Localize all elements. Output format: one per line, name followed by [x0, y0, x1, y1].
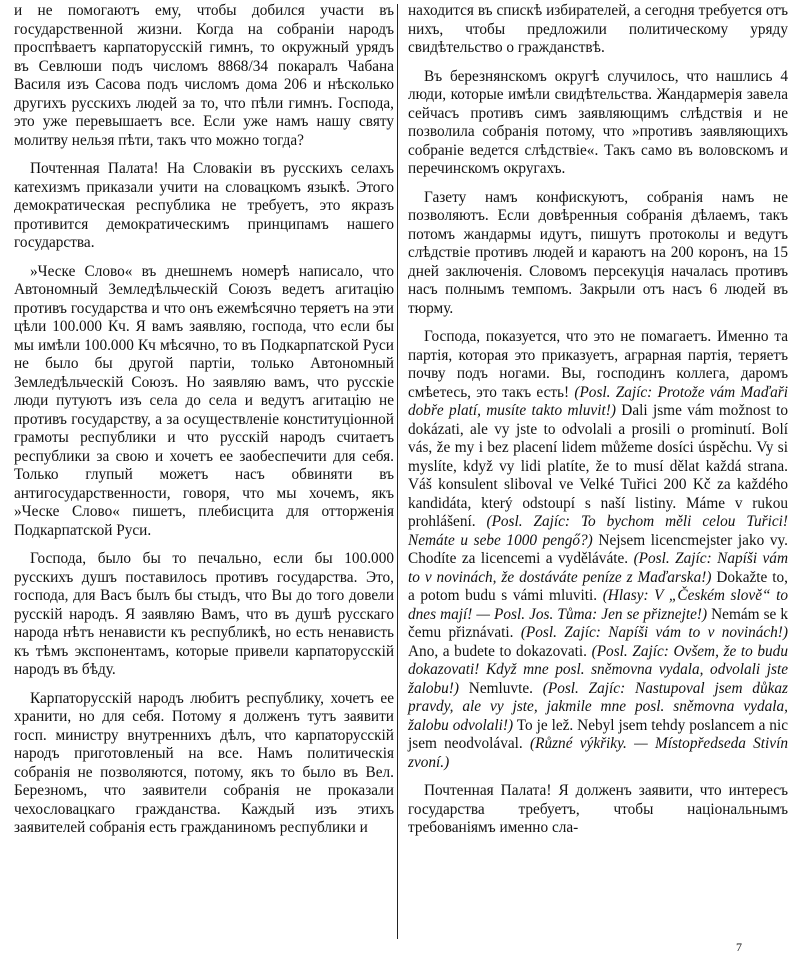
- left-column: [14, 2, 394, 848]
- interjection: (Posl. Zajíc: Napíši vám to v novinách!): [520, 624, 788, 641]
- speech-text: To je lež. Nebyl jsem tehdy poslancem a nic jsem neodvolával.: [408, 716, 788, 752]
- speech-text: Dokažte to, a potom budu s vámi mluviti.: [408, 568, 788, 604]
- paragraph: находится въ спискѣ избирателей, а сегодня требуется отъ нихъ, чтобы предложили политическому уряду свидѣтельство о гражданствѣ.: [408, 2, 788, 56]
- interjection: (Posl. Zajíc: Nastupoval jsem důkaz pravdy, ale vy jste, jakmile mne posl. sněmovna vydala, žalobu odvolali!): [408, 679, 788, 734]
- interjection: (Různé výkřiky. — Místopředseda Stivín zvoní.): [408, 735, 788, 771]
- paragraph: »Ческе Слово« въ днешнемъ номерѣ написало, что Автономный Земледѣльческій Союзъ ведетъ агитацію противъ государства и что онъ ежемѣсячно теряетъ на эти цѣли 100.000 Кч. Я вамъ заявляю, господа, что если бы мы имѣли 100.000 Кч мѣсячно, то въ Подкарпатской Руси не было бы другой партіи, только Автономный Земледѣльческій Союзъ. Но заявляю вамъ, что русскіе люди путуютъ изъ села до села и ведутъ агитацію не противъ государству, а за осуществленіе конституціонной грамоты республики и что русскій народъ считаетъ республики за свою и хочетъ ее заобеспечити для себя. Только глупый можетъ насъ обвиняти въ антигосударственности, говоря, что мы хочемъ, якъ »Ческе Слово« пишетъ, плебисцита для отторженія Подкарпатской Руси.: [14, 262, 394, 539]
- interjection: (Posl. Zajíc: Napíši vám to v novinách, že dostáváte peníze z Maďarska!): [408, 550, 788, 586]
- page-number: 7: [736, 940, 742, 954]
- paragraph: Газету намъ конфискуютъ, собранія намъ не позволяютъ. Если довѣренныя собранія дѣлаемъ, такъ потомъ жандармы идутъ, пишутъ протоколы и ведутъ слѣдствіе противъ людей и караютъ на 200 коронъ, на 15 дней заключенія. Словомъ персекуція началась противъ насъ полнымъ темпомъ. Закрыли отъ насъ 6 людей въ тюрму.: [408, 188, 788, 317]
- paragraph: Карпаторусскій народъ любитъ республику, хочетъ ее хранити, но для себя. Потому я долженъ тутъ заявити госп. министру внутреннихъ дѣлъ, что карпаторусскій народъ приготовленый на все. Намъ политическія собранія не позволяются, потому, якъ то было въ Вел. Березномъ, что заявители собранія не проказали чехословацкаго гражданства. Каждый изъ этихъ заявителей собранія есть гражданиномъ республики и: [14, 689, 394, 836]
- paragraph: Почтенная Палата! Я долженъ заявити, что интересъ государства требуетъ, чтобы національнымъ требованіямъ именно сла-: [408, 782, 788, 836]
- right-column: [408, 2, 788, 848]
- column-divider: [397, 4, 398, 939]
- interjection: (Posl. Zajíc: Ovšem, že to budu dokazovati! Když mne posl. sněmovna vydala, odvolali jste žalobu!): [408, 642, 788, 697]
- speech-text: Nemluvte.: [468, 679, 533, 697]
- speech-text: Nejsem licencmejster jako vy. Chodíte za licencemi a vyděláváte.: [408, 531, 788, 567]
- paragraph: Въ березнянскомъ округѣ случилось, что нашлись 4 люди, которые имѣли свидѣтельства. Жандармерія завела сейчасъ противъ симъ заявляющимъ слѣдствія и не позволила собранія потому, что »противъ заявляющихъ собраніе ведется слѣдствіе«. Такъ само въ воловскомъ и перечинскомъ округахъ.: [408, 67, 788, 177]
- interjection: (Posl. Zajíc: Protože vám Maďaři dobře platí, musíte takto mluvit!): [408, 383, 788, 419]
- speech-text: Господа, показуется, что это не помагаетъ. Именно та партія, которая это приказуетъ, аграрная партія, теряетъ почву подъ ногами. Вы, господинъ коллега, даромъ смѣетесь, это такъ есть!: [408, 328, 788, 401]
- paragraph: Господа, было бы то печально, если бы 100.000 русскихъ душъ поставилось противъ государства. Это, господа, для Васъ былъ бы стыдъ, что Вы до того довели русскій народъ. Я заявляю Вамъ, что въ душѣ русскаго народа нѣтъ ненависти къ республикѣ, но есть ненависть къ тѣмъ экспонентамъ, которые привели карпаторусскій народъ въ бѣду.: [14, 550, 394, 678]
- interjection: (Hlasy: V „Českém slově“ to dnes mají! — Posl. Jos. Tůma: Jen se přiznejte!): [408, 587, 788, 623]
- speech-text: Nemám se k čemu přiznávati.: [408, 605, 789, 641]
- speech-text: Dali jsme vám možnost to dokázati, ale vy jste to odvolali a prosili o prominutí. Bolí vás, že my i bez placení lidem můžeme dosíci úspěchu. Vy si myslíte, když vy lidi platíte, že to musí dělat každá strana. Váš konsulent sliboval ve Velké Tuřici 200 Kč za každého kandidáta, který odstoupí s naší listiny. Máme v rukou prohlášení.: [408, 402, 788, 530]
- interjection: (Posl. Zajíc: To bychom měli celou Tuřici! Nemáte u sebe 1000 pengő?): [408, 513, 789, 549]
- paragraph-with-interjections: [408, 328, 788, 772]
- paragraph: Почтенная Палата! На Словакіи въ русскихъ селахъ катехизмъ приказали учити на словацкомъ языкѣ. Этого демократическая республика не требуетъ, это якразъ противится демократическимъ принципамъ нашего государства.: [14, 160, 394, 251]
- speech-text: Ano, a budete to dokazovati.: [408, 642, 587, 660]
- paragraph: и не помогаютъ ему, чтобы добился участи въ государственной жизни. Когда на собраніи народъ проспѣваетъ карпаторусскій гимнъ, то окружный урядъ въ Севлюши подъ числомъ 8868/34 покаралъ Чабана Василя изъ Сасова подъ числомъ дома 206 и нѣсколько другихъ русскихъ людей за то, что пѣли гимнъ. Господа, это уже перевышаетъ все. Если уже намъ нашу святу молитву нельзя пѣти, такъ что можно тогда?: [14, 2, 394, 149]
